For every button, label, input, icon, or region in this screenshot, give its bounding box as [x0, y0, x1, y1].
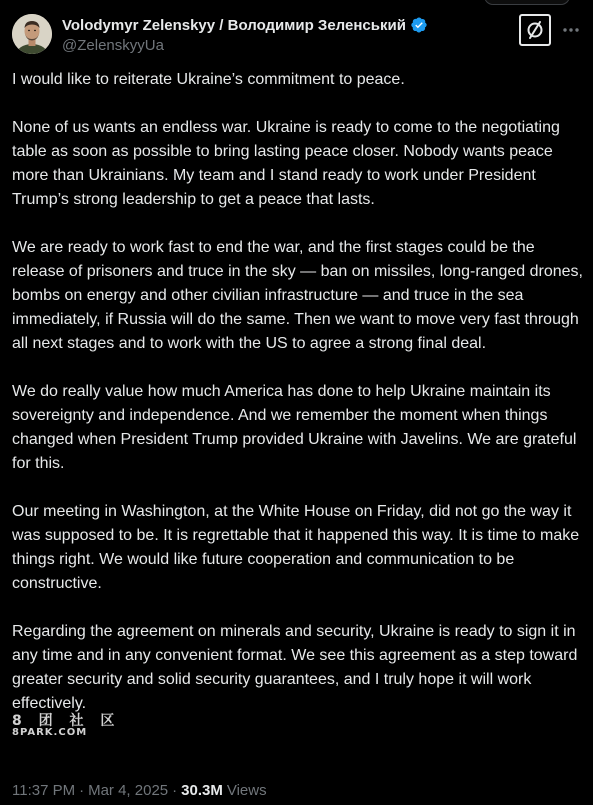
watermark-line2: 8PARK.COM	[12, 727, 88, 738]
avatar-image	[12, 14, 52, 54]
author-name-row	[62, 15, 428, 35]
tweet-paragraph: We do really value how much America has done to help Ukraine maintain its sovereignty and independence. And we remember the moment when things changed when President Trump provided Ukraine with Javelins. We are grateful for this.	[12, 383, 577, 472]
avatar[interactable]	[12, 14, 52, 54]
tweet-paragraph: I would like to reiterate Ukraine’s commitment to peace.	[12, 71, 405, 88]
views-label: Views	[226, 781, 267, 799]
meta-separator: ·	[172, 781, 178, 799]
tweet-date[interactable]: Mar 4, 2025	[88, 781, 169, 799]
tweet-paragraph: Regarding the agreement on minerals and security, Ukraine is ready to sign it in any time and in any convenient format. We see this agreement as a step toward greater security and solid security guarantees, and I truly hope it will work effectively.	[12, 623, 578, 712]
author-block	[62, 15, 428, 56]
views-count[interactable]: 30.3M	[181, 781, 223, 799]
author-display-name[interactable]: Volodymyr Zelenskyy / Володимир Зеленський	[62, 16, 406, 34]
meta-separator: ·	[79, 781, 85, 799]
tweet-meta	[12, 780, 267, 800]
tweet-paragraph: None of us wants an endless war. Ukraine is ready to come to the negotiating table as soon as possible to bring lasting peace closer. Nobody wants peace more than Ukrainians. My team and I stand ready to work under President Trump’s strong leadership to get a peace that lasts.	[12, 119, 560, 208]
grok-button[interactable]	[519, 14, 551, 46]
grok-icon	[519, 14, 551, 46]
author-handle[interactable]: @ZelenskyyUa	[62, 37, 164, 54]
tweet-time[interactable]: 11:37 PM	[12, 781, 76, 799]
verified-badge-icon	[410, 16, 428, 34]
tweet-paragraph: Our meeting in Washington, at the White House on Friday, did not go the way it was supposed to be. It is regrettable that it happened this way. It is time to make things right. We would like future cooperation and communication to be constructive.	[12, 503, 580, 592]
tweet-text	[12, 68, 584, 716]
more-options-button[interactable]	[559, 16, 583, 44]
top-overlay-pill	[484, 0, 570, 5]
more-horizontal-icon	[561, 20, 581, 40]
watermark-line1: 8 团 社 区	[12, 713, 121, 729]
tweet-header	[12, 12, 581, 56]
tweet-paragraph: We are ready to work fast to end the war, and the first stages could be the release of prisoners and truce in the sky — ban on missiles, long-ranged drones, bombs on energy and other civilian infrastructure — and truce in the sea immediately, if Russia will do the same. Then we want to move very fast through all next stages and to work with the US to agree a strong final deal.	[12, 239, 583, 352]
